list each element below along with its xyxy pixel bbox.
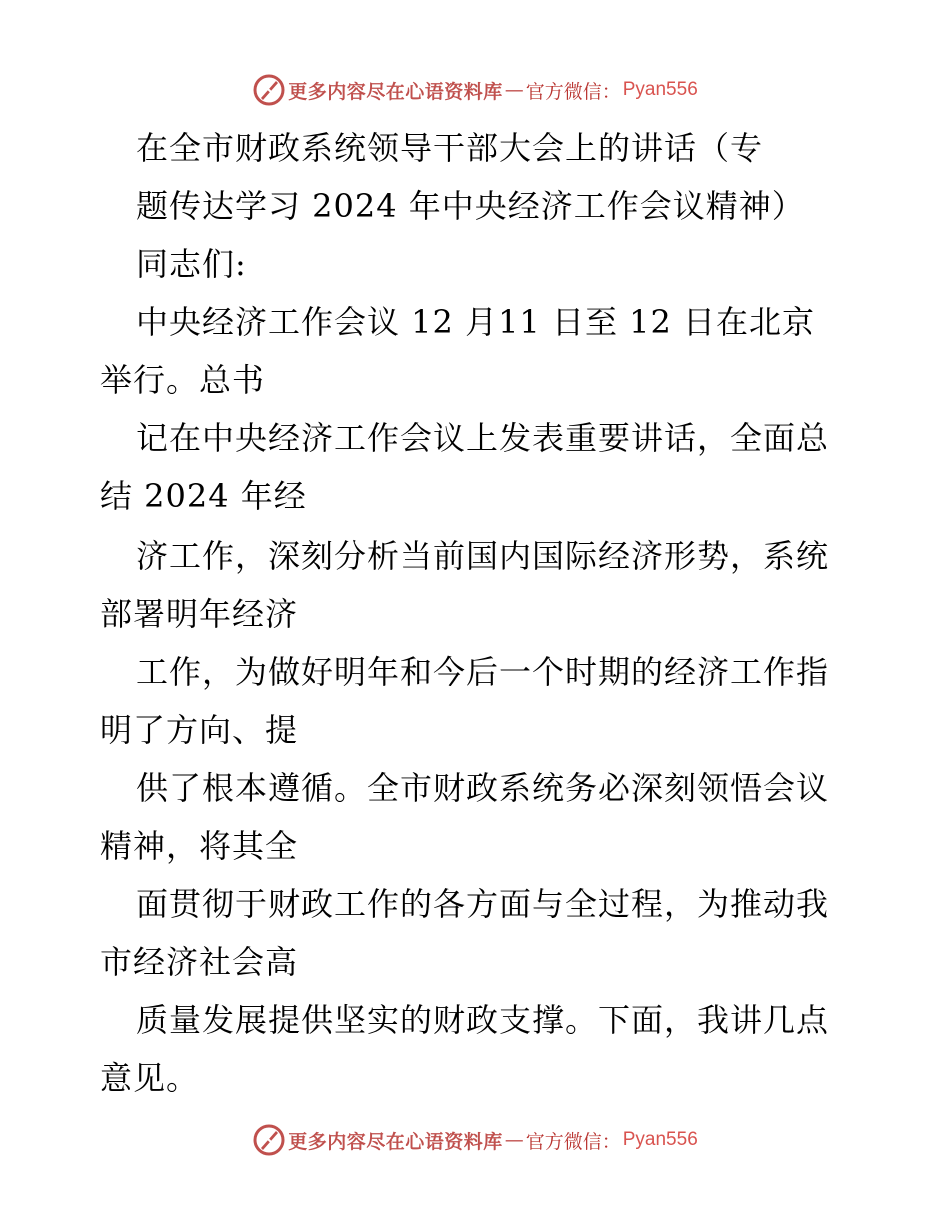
watermark-separator: — bbox=[504, 79, 524, 101]
header-watermark bbox=[0, 70, 950, 110]
body-line-1: 中央经济工作会议 12 月11 日至 12 日在北京 bbox=[136, 303, 816, 341]
body-line-14: 意见。 bbox=[100, 1059, 200, 1097]
watermark-wechat-id: Pyan556 bbox=[622, 79, 698, 100]
quill-logo-icon bbox=[252, 73, 286, 107]
body-line-4: 结 2024 年经 bbox=[100, 477, 307, 515]
body-line-9: 供了根本遵循。全市财政系统务必深刻领悟会议 bbox=[136, 769, 830, 807]
body-line-7: 工作，为做好明年和今后一个时期的经济工作指 bbox=[136, 653, 830, 691]
body-line-8: 明了方向、提 bbox=[100, 711, 299, 749]
body-line-13: 质量发展提供坚实的财政支撑。下面，我讲几点 bbox=[136, 1001, 830, 1039]
watermark-wechat-id: Pyan556 bbox=[622, 1129, 698, 1150]
watermark-separator: — bbox=[504, 1129, 524, 1151]
title-line-2: 题传达学习 2024 年中央经济工作会议精神） bbox=[136, 187, 805, 225]
body-line-5: 济工作，深刻分析当前国内国际经济形势，系统 bbox=[136, 537, 830, 575]
body-line-6: 部署明年经济 bbox=[100, 595, 299, 633]
watermark-label: 官方微信： bbox=[525, 80, 621, 103]
watermark-label: 官方微信： bbox=[525, 1130, 621, 1153]
footer-watermark bbox=[0, 1120, 950, 1160]
body-line-10: 精神，将其全 bbox=[100, 827, 299, 865]
quill-logo-icon bbox=[252, 1123, 286, 1157]
body-line-3: 记在中央经济工作会议上发表重要讲话，全面总 bbox=[136, 419, 830, 457]
title-line-1: 在全市财政系统领导干部大会上的讲话（专 bbox=[136, 129, 764, 167]
watermark-brand: 更多内容尽在心语资料库 bbox=[288, 1130, 503, 1153]
salutation: 同志们: bbox=[136, 245, 247, 283]
watermark-brand: 更多内容尽在心语资料库 bbox=[288, 80, 503, 103]
body-line-12: 市经济社会高 bbox=[100, 943, 299, 981]
body-line-2: 举行。总书 bbox=[100, 361, 266, 399]
body-line-11: 面贯彻于财政工作的各方面与全过程，为推动我 bbox=[136, 885, 830, 923]
